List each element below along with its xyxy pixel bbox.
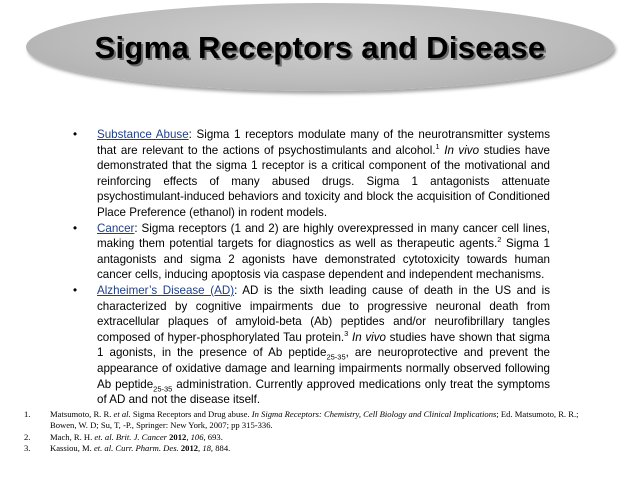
bullet-text: Sigma 1 antagonists and sigma 2 agonists have demonstrated cytotoxicity towards human cancer cells, inducing apoptosis via caspase dependent and independent mechanisms.: [97, 237, 550, 282]
bullet-text: : Sigma receptors (1 and 2) are highly overexpressed in many cancer cell lines, making them potential targets for diagnostics as well as therapeutic agents.: [97, 221, 550, 251]
citation-superscript: 1: [435, 141, 440, 151]
reference-pages: , 884.: [210, 442, 231, 453]
in-vivo-text: In vivo: [352, 330, 386, 344]
bullet-dot: •: [73, 221, 78, 235]
citation-superscript: 2: [497, 235, 502, 245]
reference-year: 2012: [169, 431, 187, 442]
slide-title: Sigma Receptors and Disease: [94, 30, 546, 65]
reference-1: [24, 409, 584, 432]
reference-author: Mach, R. H.: [50, 431, 95, 442]
reference-pages: , 693.: [203, 431, 223, 442]
in-vivo-text: In vivo: [444, 143, 480, 157]
bullet-text: : AD is the sixth leading cause of death in the US and is characterized by cognitive impairments due to progressive neuronal death from extracellular plaques of amyloid-beta (Ab) peptides and/or neurofibrillary tangles composed of hyper-phosphorylated Tau protein.: [97, 283, 550, 344]
bullet-list: [70, 127, 550, 408]
reference-etal: et. al.: [94, 431, 114, 442]
bullet-text: , are neuroprotective and prevent the appearance of oxidative damage and learning impairments normally observed following Ab peptide: [97, 346, 551, 391]
reference-author: Kassiou, M.: [50, 442, 94, 453]
reference-text: ; Ed. Matsumoto, R. R.; Bowen, W. D; Su, T, -P., Springer: New York, 2007; pp 315-336.: [50, 409, 579, 431]
reference-author: Matsumoto, R. R.: [50, 409, 114, 419]
bullet-text: studies have demonstrated that the sigma 1 receptor is a critical component of the motivational and reinforcing effects of many abused drugs. Sigma 1 antagonists attenuate psychostimulant-induced behaviors and toxicity and block the acquisition of Conditioned Place Preference (ethanol) in rodent models.: [97, 143, 550, 219]
reference-journal: Brit. J. Cancer: [113, 431, 170, 442]
bullet-text: : Sigma 1 receptors modulate many of the neurotransmitter systems that are relevant to the actions of psychostimulants and alcohol.: [97, 128, 550, 157]
reference-number: 1.: [24, 409, 31, 419]
bullet-dot: •: [73, 128, 78, 141]
bullet-text: administration. Currently approved medications only treat the symptoms of AD and not the disease itself.: [97, 377, 550, 407]
reference-3: 3. Kassiou, M. et. al. Curr. Pharm. Des. 2012, 18, 884.: [24, 442, 231, 453]
reference-etal: et. al.: [93, 442, 114, 453]
reference-number: 2.: [24, 431, 31, 442]
reference-text: Sigma Receptors and Drug abuse.: [130, 409, 252, 419]
reference-year: 2012: [180, 442, 199, 453]
link-cancer[interactable]: Cancer: [97, 221, 135, 235]
reference-journal: Curr. Pharm. Des.: [113, 442, 181, 453]
citation-superscript: 3: [344, 328, 349, 338]
reference-list: [24, 409, 584, 454]
reference-book-title: In Sigma Receptors: Chemistry, Cell Biology and Clinical Implications: [251, 409, 497, 419]
bullet-substance-abuse: [70, 127, 550, 221]
bullet-cancer: [70, 221, 550, 283]
bullet-text: studies have shown that sigma 1 agonists, in the presence of Ab peptide: [97, 330, 551, 360]
subscript: 25-35: [326, 352, 346, 362]
bullet-alzheimers: [70, 283, 550, 408]
reference-number: 3.: [24, 442, 31, 453]
link-alzheimers-disease[interactable]: Alzheimer’s Disease (AD): [97, 283, 235, 297]
reference-2: 2. Mach, R. H. et. al. Brit. J. Cancer 2012, 106, 693.: [24, 431, 223, 442]
bullet-dot: •: [73, 283, 78, 297]
subscript: 25-35: [153, 383, 173, 393]
reference-volume: 106: [190, 431, 204, 442]
link-substance-abuse[interactable]: Substance Abuse: [97, 128, 189, 141]
reference-volume: 18: [202, 442, 211, 453]
reference-etal: et al.: [113, 409, 131, 419]
